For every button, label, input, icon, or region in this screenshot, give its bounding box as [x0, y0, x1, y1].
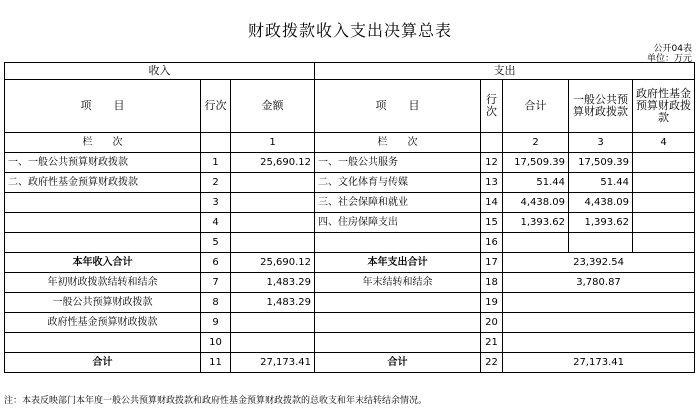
expense-gov-fund — [633, 173, 695, 193]
expense-total-label: 本年支出合计 — [315, 253, 481, 273]
amount-header: 金额 — [231, 80, 315, 133]
line-number: 2 — [201, 173, 231, 193]
column-index-4: 4 — [633, 133, 695, 153]
grand-total-label: 合计 — [5, 353, 201, 373]
carry-in-value: 1,483.29 — [231, 273, 315, 293]
expense-gov-fund — [633, 193, 695, 213]
income-amount: 25,690.12 — [231, 153, 315, 173]
expense-gov-fund — [633, 153, 695, 173]
line-number: 14 — [481, 193, 503, 213]
income-amount — [231, 173, 315, 193]
expense-item: 二、文化体育与传媒 — [315, 173, 481, 193]
line-number: 4 — [201, 213, 231, 233]
budget-table — [4, 62, 695, 373]
table-row — [5, 213, 695, 233]
grand-total-row — [5, 353, 695, 373]
sub-general-budget-value: 1,483.29 — [231, 293, 315, 313]
income-total-value: 25,690.12 — [231, 253, 315, 273]
column-index-1: 1 — [231, 133, 315, 153]
table-row — [5, 233, 695, 253]
sub-general-budget-label: 一般公共预算财政拨款 — [5, 293, 201, 313]
table-row — [5, 173, 695, 193]
expense-general-budget: 1,393.62 — [569, 213, 633, 233]
expense-general-budget: 17,509.39 — [569, 153, 633, 173]
expense-item: 四、住房保障支出 — [315, 213, 481, 233]
income-amount — [231, 193, 315, 213]
line-number: 17 — [481, 253, 503, 273]
carry-in-label: 年初财政拨款结转和结余 — [5, 273, 201, 293]
column-index-3: 3 — [569, 133, 633, 153]
unit-label: 单位：万元 — [646, 54, 692, 64]
income-line-header: 行次 — [201, 80, 231, 133]
expense-total: 51.44 — [503, 173, 569, 193]
expense-item-header: 项 目 — [315, 80, 481, 133]
table-row — [5, 333, 695, 353]
expense-general-budget: 51.44 — [569, 173, 633, 193]
expense-gov-fund — [633, 233, 695, 253]
line-number: 21 — [481, 333, 503, 353]
expense-line-header: 行次 — [481, 80, 503, 133]
section-header-row — [5, 63, 695, 80]
gov-fund-header: 政府性基金预算财政拨款 — [633, 80, 695, 133]
carry-out-value: 3,780.87 — [503, 273, 695, 293]
income-section-header: 收入 — [5, 63, 315, 80]
expense-general-budget — [569, 233, 633, 253]
column-index-row — [5, 133, 695, 153]
income-item: 二、政府性基金预算财政拨款 — [5, 173, 201, 193]
expense-total-value: 23,392.54 — [503, 253, 695, 273]
line-number: 1 — [201, 153, 231, 173]
income-item — [5, 213, 201, 233]
report-title: 财政拨款收入支出决算总表 — [247, 21, 452, 40]
form-number: 公开04表 — [653, 44, 692, 54]
column-index-2: 2 — [503, 133, 569, 153]
income-amount — [231, 233, 315, 253]
line-number: 16 — [481, 233, 503, 253]
line-number: 6 — [201, 253, 231, 273]
table-row — [5, 293, 695, 313]
sub-gov-fund-label: 政府性基金预算财政拨款 — [5, 313, 201, 333]
annual-total-row — [5, 253, 695, 273]
expense-item: 三、社会保障和就业 — [315, 193, 481, 213]
table-row — [5, 193, 695, 213]
income-item — [5, 233, 201, 253]
line-number: 9 — [201, 313, 231, 333]
line-number: 12 — [481, 153, 503, 173]
expense-section-header: 支出 — [315, 63, 695, 80]
line-number: 13 — [481, 173, 503, 193]
general-budget-header: 一般公共预算财政拨款 — [569, 80, 633, 133]
line-number: 10 — [201, 333, 231, 353]
line-number: 22 — [481, 353, 503, 373]
table-row — [5, 313, 695, 333]
carryover-row — [5, 273, 695, 293]
expense-total: 17,509.39 — [503, 153, 569, 173]
expense-total: 4,438.09 — [503, 193, 569, 213]
expense-gov-fund — [633, 213, 695, 233]
income-amount — [231, 213, 315, 233]
column-index-label: 栏 次 — [315, 133, 481, 153]
carry-out-label: 年末结转和结余 — [315, 273, 481, 293]
grand-total-expense: 27,173.41 — [503, 353, 695, 373]
line-number: 8 — [201, 293, 231, 313]
line-number: 11 — [201, 353, 231, 373]
expense-item: 一、一般公共服务 — [315, 153, 481, 173]
footnote: 注：本表反映部门本年度一般公共预算财政拨款和政府性基金预算财政拨款的总收支和年末结转结余情况。 — [4, 396, 428, 406]
expense-total — [503, 233, 569, 253]
total-header: 合计 — [503, 80, 569, 133]
income-item — [5, 193, 201, 213]
line-number: 3 — [201, 193, 231, 213]
expense-item — [315, 233, 481, 253]
grand-total-label: 合计 — [315, 353, 481, 373]
expense-general-budget: 4,438.09 — [569, 193, 633, 213]
line-number: 15 — [481, 213, 503, 233]
line-number: 5 — [201, 233, 231, 253]
line-number: 19 — [481, 293, 503, 313]
table-row — [5, 153, 695, 173]
income-item: 一、一般公共预算财政拨款 — [5, 153, 201, 173]
column-header-row — [5, 80, 695, 133]
expense-total: 1,393.62 — [503, 213, 569, 233]
line-number: 20 — [481, 313, 503, 333]
line-number: 7 — [201, 273, 231, 293]
column-index-label: 栏 次 — [5, 133, 201, 153]
income-item-header: 项 目 — [5, 80, 201, 133]
line-number: 18 — [481, 273, 503, 293]
income-total-label: 本年收入合计 — [5, 253, 201, 273]
grand-total-income: 27,173.41 — [231, 353, 315, 373]
